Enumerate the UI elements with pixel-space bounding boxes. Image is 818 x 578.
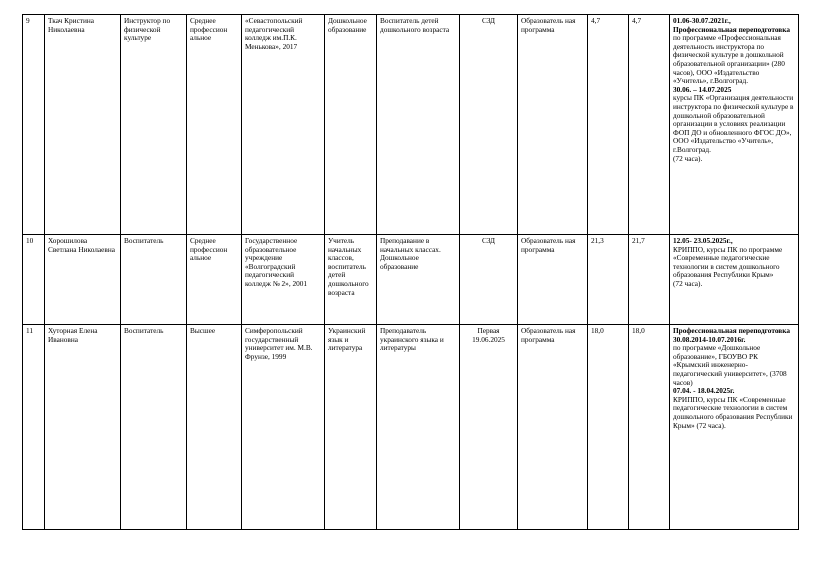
training-line: по программе «Дошкольное образование», ГБОУВО РК «Крымский инженерно-педагогический университет», (3708 часов) [673, 343, 787, 387]
employee-name: Хорошилова Светлана Николаевна [45, 235, 121, 325]
staff-table [22, 14, 799, 530]
education-institution: «Севастопольский педагогический колледж им.П.К. Менькова», 2017 [242, 15, 325, 235]
table-row [23, 15, 799, 235]
education-institution: Симферопольский государственный университет им. М.В. Фрунзе, 1999 [242, 325, 325, 530]
training-line: 12.05- 23.05.2025г., [673, 236, 733, 245]
employee-position: Инструктор по физической культуре [121, 15, 187, 235]
training-line: КРИППО, курсы ПК «Современные педагогические технологии в систем дошкольного образования Республики Крым» (72 часа). [673, 394, 793, 430]
table-row [23, 325, 799, 530]
specialty: Дошкольное образование [325, 15, 377, 235]
qualification: Преподавание в начальных классах. Дошкольное образование [377, 235, 460, 325]
row-number: 10 [23, 235, 45, 325]
total-experience: 4,7 [588, 15, 629, 235]
pedagogical-experience: 18,0 [629, 325, 670, 530]
program: Образователь ная программа [518, 15, 588, 235]
training-line: Профессиональная переподготовка 30.08.2014-10.07.2016г. [673, 326, 790, 344]
row-number: 9 [23, 15, 45, 235]
program: Образователь ная программа [518, 325, 588, 530]
education-level: Среднее профессион альное [187, 235, 242, 325]
pedagogical-experience: 4,7 [629, 15, 670, 235]
training-line: по программе «Профессиональная деятельность инструктора по физической культуре в дошкольной образовательной организации» (280 часов), ООО «Издательство «Учитель», г.Волгоград. [673, 33, 785, 86]
category: Первая 19.06.2025 [460, 325, 518, 530]
row-number: 11 [23, 325, 45, 530]
training-line: КРИППО, курсы ПК по программе «Современные педагогические технологии в систем дошкольного образования Республики Крым» [673, 244, 783, 280]
program: Образователь ная программа [518, 235, 588, 325]
table-row [23, 235, 799, 325]
category: СЗД [460, 15, 518, 235]
training-cell [670, 235, 799, 325]
specialty: Украинский язык и литература [325, 325, 377, 530]
training-line: 01.06-30.07.2021г., [673, 16, 731, 25]
employee-name: Ткач Кристина Николаевна [45, 15, 121, 235]
category: СЗД [460, 235, 518, 325]
training-line: (72 часа). [673, 153, 703, 163]
training-line: 07.04. - 18.04.2025г. [673, 386, 735, 396]
employee-position: Воспитатель [121, 235, 187, 325]
training-line: 30.06. – 14.07.2025 [673, 84, 732, 94]
qualification: Преподаватель украинского языка и литературы [377, 325, 460, 530]
training-line: Профессиональная переподготовка [673, 24, 790, 34]
education-institution: Государственное образовательное учреждение «Волгоградский педагогический колледж № 2», 2001 [242, 235, 325, 325]
education-level: Высшее [187, 325, 242, 530]
employee-position: Воспитатель [121, 325, 187, 530]
education-level: Среднее профессион альное [187, 15, 242, 235]
training-cell [670, 325, 799, 530]
employee-name: Хуторная Елена Ивановна [45, 325, 121, 530]
training-cell [670, 15, 799, 235]
total-experience: 18,0 [588, 325, 629, 530]
pedagogical-experience: 21,7 [629, 235, 670, 325]
training-line: (72 часа). [673, 278, 703, 288]
training-line: курсы ПК «Организация деятельности инструктора по физической культуре в дошкольной образовательной организации в условиях реализации ФОП ДО и обновленного ФГОС ДО», ООО «Издательство «Учитель», г.Волгоград. [673, 93, 794, 154]
total-experience: 21,3 [588, 235, 629, 325]
specialty: Учитель начальных классов, воспитатель детей дошкольного возраста [325, 235, 377, 325]
qualification: Воспитатель детей дошкольного возраста [377, 15, 460, 235]
